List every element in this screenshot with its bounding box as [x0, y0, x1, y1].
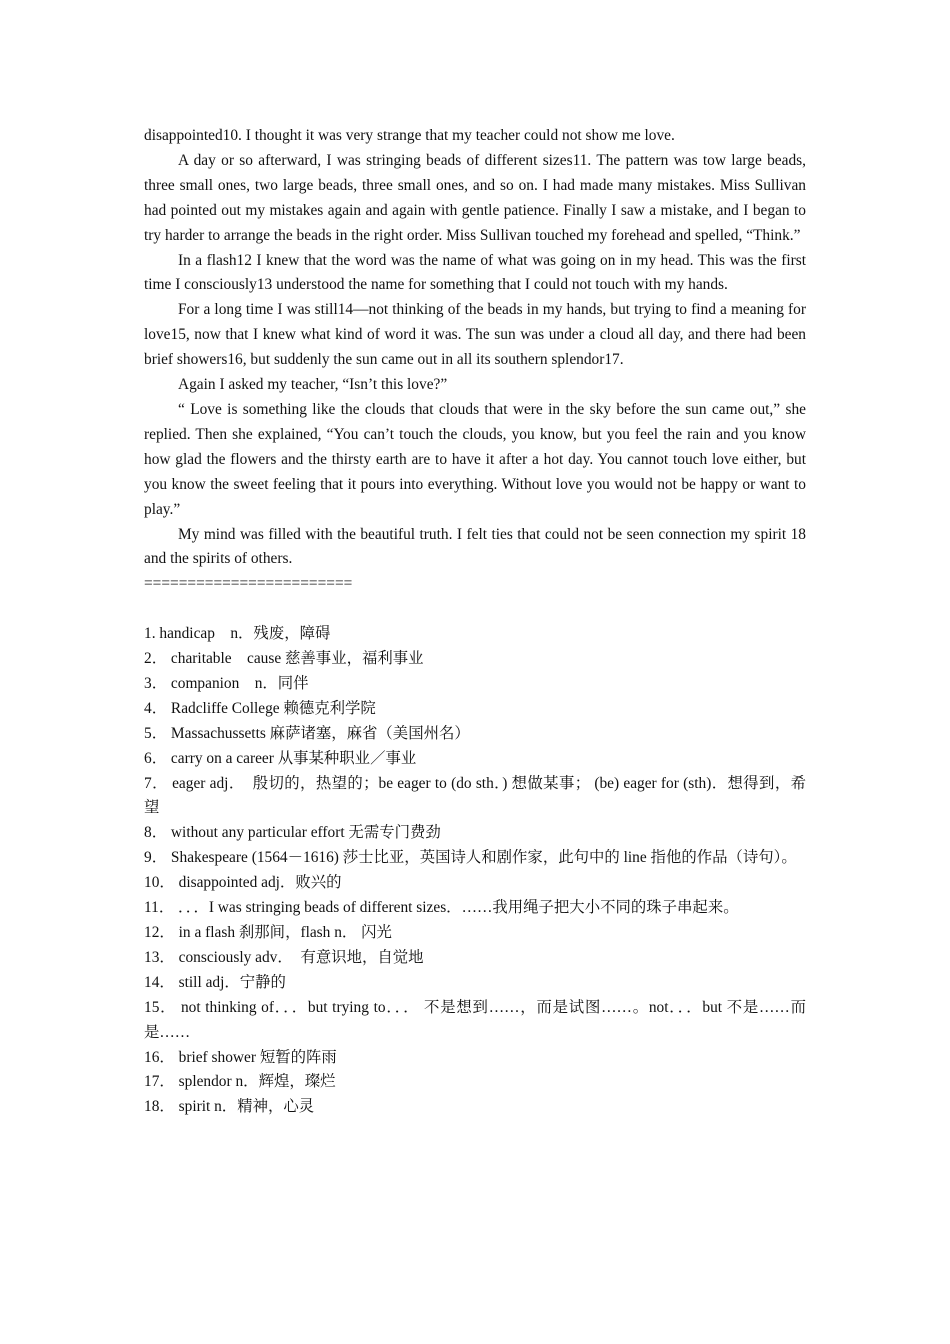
note-item: 14． still adj．宁静的	[144, 973, 286, 991]
passage-paragraph: Again I asked my teacher, “Isn’t this love?”	[178, 376, 448, 394]
note-item: 6． carry on a career 从事某种职业／事业	[144, 749, 417, 767]
note-item: 11． ．．．I was stringing beads of different sizes．……我用绳子把大小不同的珠子串起来。	[144, 899, 739, 917]
note-item: 4． Radcliffe College 赖德克利学院	[144, 699, 376, 717]
note-item: 13． consciously adv． 有意识地，自觉地	[144, 948, 424, 966]
note-item: 18． spirit n．精神，心灵	[144, 1098, 315, 1116]
note-item: 3． companion n．同伴	[144, 674, 309, 692]
note-item: 10． disappointed adj．败兴的	[144, 874, 342, 892]
passage-paragraph: For a long time I was still14—not thinking of the beads in my hands, but trying to find a meaning for love15, now that I knew what kind of word it was. The sun was under a cloud all day, and there had been brief showers16, but suddenly the sun came out in all its southern splendor17.	[144, 301, 806, 369]
note-item: 7． eager adj． 殷切的，热望的；be eager to (do sth．) 想做某事； (be) eager for (sth)．想得到，希望	[144, 774, 806, 817]
passage-paragraph: disappointed10. I thought it was very strange that my teacher could not show me love.	[144, 127, 675, 144]
note-item: 2． charitable cause 慈善事业，福利事业	[144, 650, 424, 668]
vocabulary-notes	[144, 622, 806, 1120]
note-item: 8． without any particular effort 无需专门费劲	[144, 824, 441, 842]
passage-paragraph: “ Love is something like the clouds that clouds that were in the sky before the sun came out,” she replied. Then she explained, “You can’t touch the clouds, you know, but you feel the rain and you know how glad the flowers and the thirsty earth are to have it after a hot day. You cannot touch love either, but you know the sweet feeling that it pours into everything. Without love you would not be happy or want to play.”	[144, 400, 806, 518]
passage-paragraph: My mind was filled with the beautiful truth. I felt ties that could not be seen connection my spirit 18 and the spirits of others.	[144, 525, 806, 568]
passage-paragraph: In a flash12 I knew that the word was the name of what was going on in my head. This was the first time I consciously13 understood the name for something that I could not touch with my hands.	[144, 251, 806, 294]
note-item: 5． Massachussetts 麻萨诸塞，麻省（美国州名）	[144, 724, 470, 742]
blank-line	[144, 597, 806, 622]
note-item: 15． not thinking of．．．but trying to．．． 不是想到……，而是试图……。not．．．but 不是……而是……	[144, 998, 806, 1041]
note-item: 9． Shakespeare (1564－1616) 莎士比亚，英国诗人和剧作家，此句中的 line 指他的作品（诗句）。	[144, 849, 797, 867]
note-item: 1. handicap n．残废，障碍	[144, 625, 331, 643]
note-item: 12． in a flash 刹那间，flash n． 闪光	[144, 923, 392, 941]
note-item: 16． brief shower 短暂的阵雨	[144, 1048, 337, 1066]
passage-paragraph: A day or so afterward, I was stringing beads of different sizes11. The pattern was tow large beads, three small ones, two large beads, three small ones, and so on. I had made many mistakes. Miss Sullivan had pointed out my mistakes again and again with gentle patience. Finally I saw a mistake, and I began to try harder to arrange the beads in the right order. Miss Sullivan touched my forehead and spelled, “Think.”	[144, 151, 806, 244]
document-page	[144, 124, 806, 1120]
section-divider: ========================	[144, 575, 353, 593]
note-item: 17． splendor n．辉煌，璨烂	[144, 1073, 336, 1091]
